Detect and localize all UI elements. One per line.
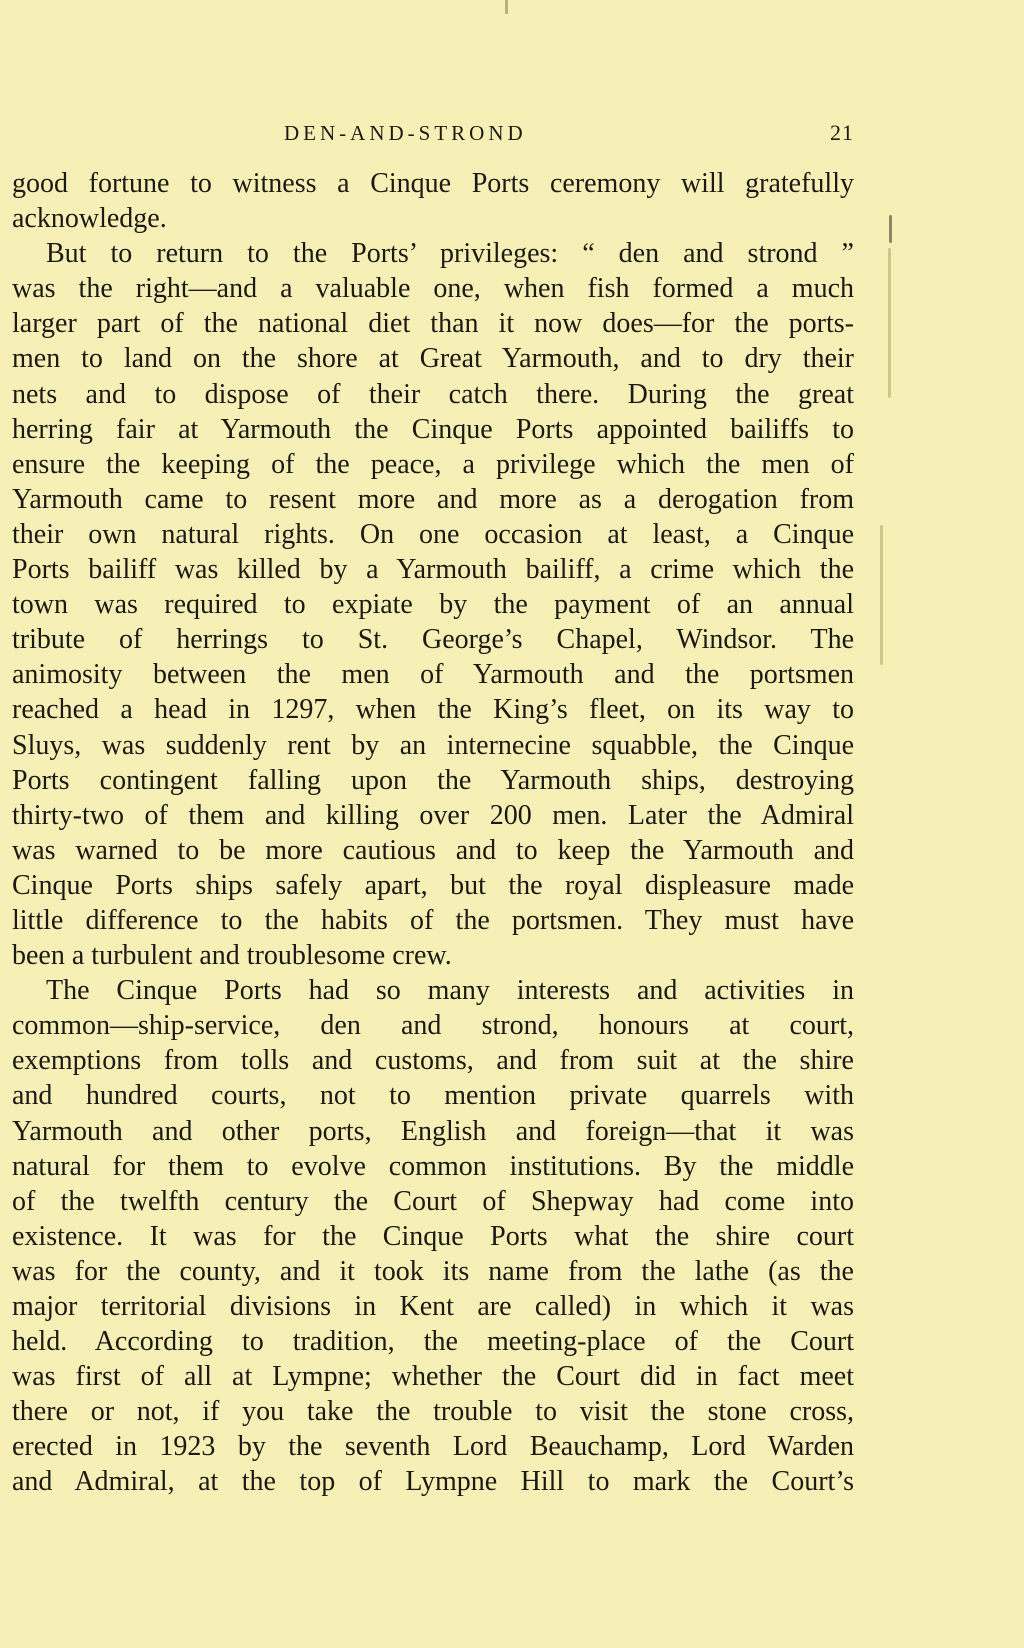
text-line: and hundred courts, not to mention private quarrels with <box>12 1080 854 1112</box>
margin-pencil-mark <box>880 525 883 665</box>
text-line: tribute of herrings to St. George’s Chapel, Windsor. The <box>12 624 854 656</box>
text-line: and Admiral, at the top of Lympne Hill to mark the Court’s <box>12 1466 854 1498</box>
text-line: thirty-two of them and killing over 200 men. Later the Admiral <box>12 799 854 831</box>
text-line: larger part of the national diet than it now does—for the ports- <box>12 308 854 340</box>
margin-pencil-mark <box>888 248 891 398</box>
margin-pencil-mark <box>889 215 892 243</box>
text-line: Sluys, was suddenly rent by an internecine squabble, the Cinque <box>12 729 854 761</box>
page-edge-mark <box>505 0 508 14</box>
text-line: men to land on the shore at Great Yarmouth, and to dry their <box>12 343 854 375</box>
text-line: ensure the keeping of the peace, a privilege which the men of <box>12 448 854 480</box>
text-line: little difference to the habits of the portsmen. They must have <box>12 904 854 936</box>
text-line: natural for them to evolve common institutions. By the middle <box>12 1150 854 1182</box>
text-line: common—ship-service, den and strond, honours at court, <box>12 1010 854 1042</box>
text-line: good fortune to witness a Cinque Ports ceremony will gratefully <box>12 168 854 199</box>
text-line: animosity between the men of Yarmouth and the portsmen <box>12 659 854 691</box>
text-line: herring fair at Yarmouth the Cinque Ports appointed bailiffs to <box>12 413 854 445</box>
text-line: Cinque Ports ships safely apart, but the royal displeasure made <box>12 869 854 901</box>
text-line: reached a head in 1297, when the King’s fleet, on its way to <box>12 694 854 726</box>
text-line: Ports bailiff was killed by a Yarmouth bailiff, a crime which the <box>12 554 854 586</box>
text-line: held. According to tradition, the meeting-place of the Court <box>12 1326 854 1358</box>
text-line: their own natural rights. On one occasion at least, a Cinque <box>12 518 854 550</box>
text-line: But to return to the Ports’ privileges: “ den and strond ” <box>46 238 854 270</box>
text-line: nets and to dispose of their catch there. During the great <box>12 378 854 410</box>
text-line: was first of all at Lympne; whether the Court did in fact meet <box>12 1361 854 1393</box>
body-text <box>12 166 854 1500</box>
text-line: The Cinque Ports had so many interests and activities in <box>46 975 854 1007</box>
text-line: Yarmouth came to resent more and more as a derogation from <box>12 483 854 515</box>
text-line: town was required to expiate by the payment of an annual <box>12 589 854 621</box>
text-line: there or not, if you take the trouble to visit the stone cross, <box>12 1396 854 1428</box>
text-line: acknowledge. <box>12 203 167 235</box>
text-line: was the right—and a valuable one, when fish formed a much <box>12 273 854 305</box>
text-line: was for the county, and it took its name from the lathe (as the <box>12 1255 854 1287</box>
text-line: of the twelfth century the Court of Shepway had come into <box>12 1185 854 1217</box>
text-line: existence. It was for the Cinque Ports what the shire court <box>12 1220 854 1252</box>
running-head: DEN-AND-STROND <box>284 121 527 145</box>
page-number: 21 <box>830 120 854 145</box>
text-line: Yarmouth and other ports, English and foreign—that it was <box>12 1115 854 1147</box>
page-header <box>12 118 854 148</box>
text-line: erected in 1923 by the seventh Lord Beauchamp, Lord Warden <box>12 1431 854 1463</box>
text-line: was warned to be more cautious and to keep the Yarmouth and <box>12 834 854 866</box>
text-line: Ports contingent falling upon the Yarmouth ships, destroying <box>12 764 854 796</box>
text-line: major territorial divisions in Kent are called) in which it was <box>12 1291 854 1322</box>
text-line: been a turbulent and troublesome crew. <box>12 940 452 972</box>
text-line: exemptions from tolls and customs, and from suit at the shire <box>12 1045 854 1077</box>
